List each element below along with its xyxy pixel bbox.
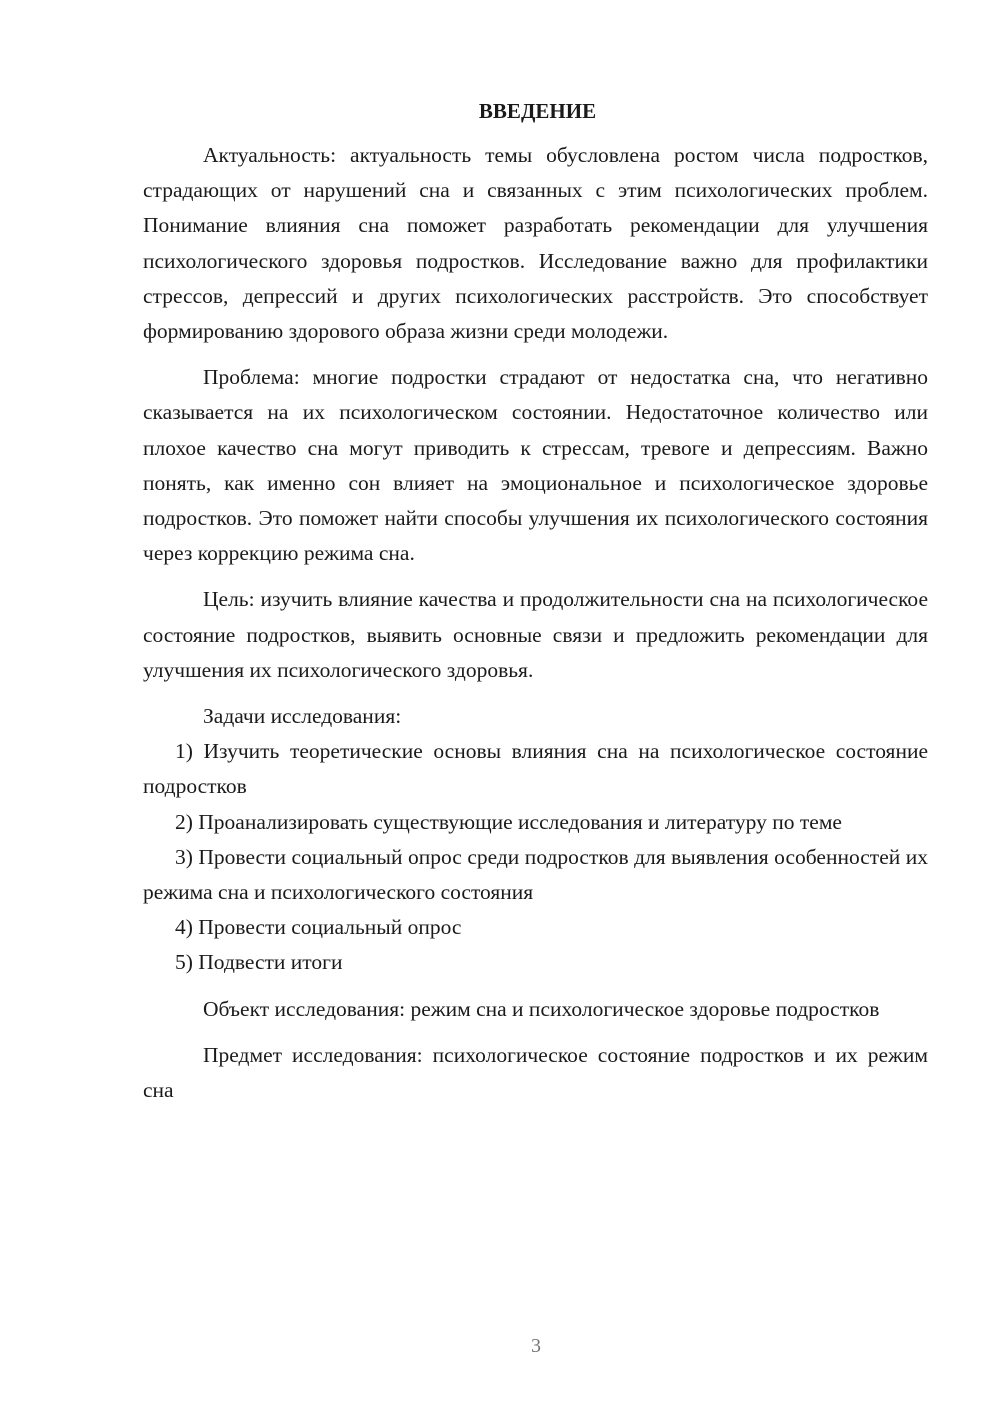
problem-paragraph: Проблема: многие подростки страдают от недостатка сна, что негативно сказывается на их психологическом состоянии. Недостаточное количество или плохое качество сна могут приводить к стрессам, тревоге и депрессиям. Важно понять, как именно сон влияет на эмоциональное и психологическое здоровье подростков. Это поможет найти способы улучшения их психологического состояния через коррекцию режима сна.: [143, 365, 928, 566]
page-number: 3: [531, 1335, 541, 1357]
list-item: 4) Провести социальный опрос: [175, 915, 462, 940]
list-item: 2) Проанализировать существующие исследования и литературу по теме: [175, 809, 842, 834]
list-item: 5) Подвести итоги: [175, 950, 343, 975]
subject-paragraph: Предмет исследования: психологическое состояние подростков и их режим сна: [143, 1042, 928, 1103]
tasks-list: [143, 734, 928, 980]
list-item: 1) Изучить теоретические основы влияния сна на психологическое состояние подростков: [143, 739, 928, 799]
page-content: [143, 96, 928, 1108]
relevance-paragraph: Актуальность: актуальность темы обусловлена ростом числа подростков, страдающих от нарушений сна и связанных с этим психологических проблем. Понимание влияния сна поможет разработать рекомендации для улучшения психологического здоровья подростков. Исследование важно для профилактики стрессов, депрессий и других психологических расстройств. Это способствует формированию здорового образа жизни среди молодежи.: [143, 143, 928, 344]
goal-paragraph: Цель: изучить влияние качества и продолжительности сна на психологическое состояние подростков, выявить основные связи и предложить рекомендации для улучшения их психологического здоровья.: [143, 587, 928, 682]
list-item: 3) Провести социальный опрос среди подростков для выявления особенностей их режима сна и психологического состояния: [143, 844, 928, 905]
object-paragraph: Объект исследования: режим сна и психологическое здоровье подростков: [203, 996, 880, 1021]
tasks-heading: Задачи исследования:: [203, 704, 402, 729]
page-title: ВВЕДЕНИЕ: [478, 99, 597, 123]
